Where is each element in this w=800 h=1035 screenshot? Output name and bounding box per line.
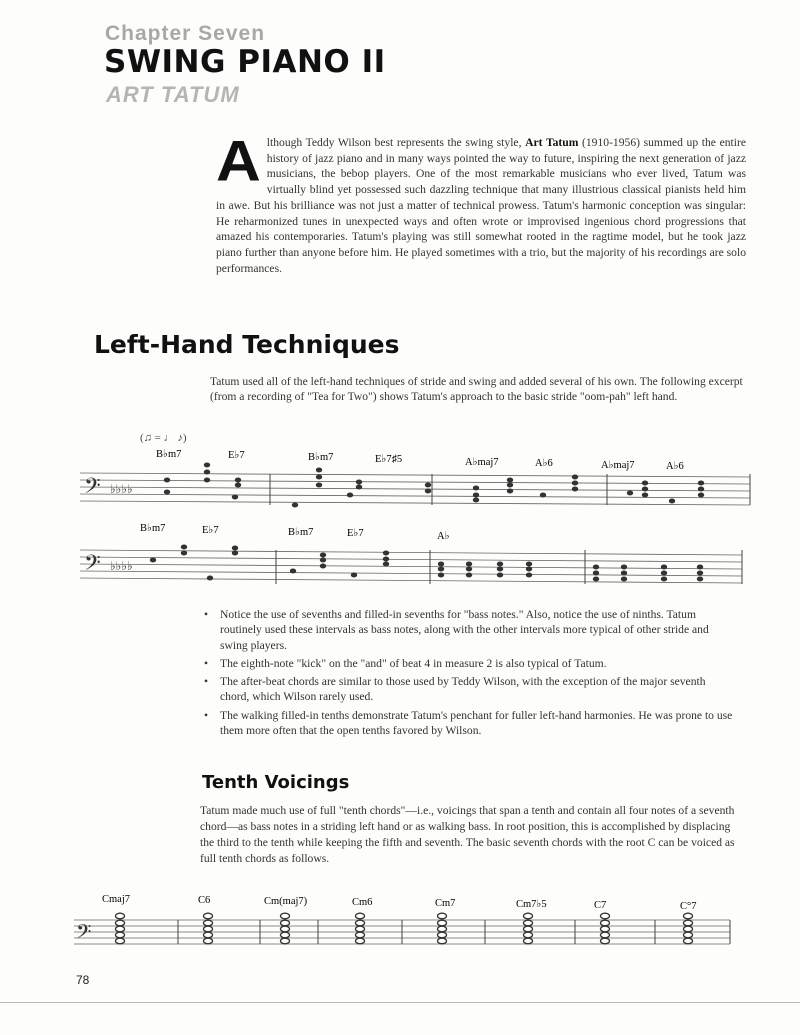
whole-note <box>116 932 125 938</box>
staff-line <box>80 578 742 583</box>
note-head <box>661 565 667 570</box>
intro-paragraph <box>216 129 746 276</box>
whole-note <box>601 932 610 938</box>
note-head <box>347 493 353 498</box>
whole-note <box>356 926 365 932</box>
chord-symbol: Cm7 <box>435 898 456 909</box>
note-head <box>697 565 703 570</box>
note-head <box>351 573 357 578</box>
note-head <box>292 503 298 508</box>
note-head <box>540 493 546 498</box>
whole-note <box>356 938 365 944</box>
note-head <box>507 483 513 488</box>
note-head <box>232 551 238 556</box>
music-example-stride <box>70 425 760 605</box>
chord-symbol: C°7 <box>680 901 697 912</box>
note-head <box>466 562 472 567</box>
whole-note <box>524 913 533 919</box>
staff-line <box>80 473 750 477</box>
staff-line <box>80 571 742 576</box>
note-head <box>320 564 326 569</box>
whole-note <box>281 932 290 938</box>
intro-text-a: lthough Teddy Wilson best represents the swing style, <box>266 136 526 149</box>
section-heading-tenth-voicings: Tenth Voicings <box>202 772 350 793</box>
note-head <box>642 481 648 486</box>
note-head <box>290 569 296 574</box>
whole-note <box>438 938 447 944</box>
staff-line <box>80 487 750 491</box>
note-head <box>572 487 578 492</box>
note-head <box>507 489 513 494</box>
chapter-label: Chapter Seven <box>105 22 266 45</box>
chapter-title: SWING PIANO II <box>104 44 386 80</box>
staff-line <box>80 501 750 505</box>
note-head <box>320 553 326 558</box>
intro-text-b: (1910-1956) summed up the entire history of jazz piano and in many ways pointed the way to future, inspiring the next generation of jazz musicians, the bebop players. One of the most remarkable musicians who ever lived, Tatum was virtually blind yet possessed such dazzling technique that many illustrious classical pianists held him in awe. But his brilliance was not just a matter of technical prowess. Tatum's harmonic conception was singular: He reharmonized tunes in unexpected ways and often wrote or improvised ingenious chord progressions that amazed his contemporaries. Tatum's playing was still somewhat rooted in the ragtime model, but he took jazz piano further than anyone before him. He played sometimes with a trio, but the majority of his recordings are solo performances. <box>216 136 746 275</box>
whole-note <box>356 913 365 919</box>
note-head <box>356 485 362 490</box>
drop-cap: A <box>216 129 261 194</box>
whole-note <box>281 938 290 944</box>
whole-note <box>204 920 213 926</box>
note-head <box>438 567 444 572</box>
bass-clef: 𝄢 <box>84 474 101 503</box>
chord-symbol: C6 <box>198 895 211 906</box>
note-head <box>572 481 578 486</box>
whole-note <box>281 920 290 926</box>
note-head <box>698 487 704 492</box>
chord-symbol: B♭m7 <box>156 449 182 460</box>
list-item: • Notice the use of sevenths and filled-in sevenths for "bass notes." Also, notice the use of ninths. Tatum routinely used these intervals as bass notes, along with the other intervals more typical of other stride and swing players. <box>202 607 737 653</box>
note-head <box>150 558 156 563</box>
note-head <box>204 478 210 483</box>
whole-note <box>116 920 125 926</box>
intro-name: Art Tatum <box>525 136 579 149</box>
chord-symbol: B♭m7 <box>308 452 334 463</box>
whole-note <box>281 926 290 932</box>
whole-note <box>524 920 533 926</box>
bullet-list <box>202 607 737 741</box>
chord-symbol: Cmaj7 <box>102 894 130 905</box>
list-item: • The walking filled-in tenths demonstrate Tatum's penchant for fuller left-hand harmonies. He was prone to use them more often that the open tenths favored by Wilson. <box>202 708 737 739</box>
note-head <box>621 565 627 570</box>
whole-note <box>601 938 610 944</box>
whole-note <box>116 913 125 919</box>
whole-note <box>684 938 693 944</box>
note-head <box>164 478 170 483</box>
note-head <box>316 475 322 480</box>
whole-note <box>204 926 213 932</box>
note-head <box>383 557 389 562</box>
staff-line <box>80 480 750 484</box>
chord-symbol: Cm(maj7) <box>264 896 308 907</box>
whole-note <box>438 926 447 932</box>
tenth-voicings-paragraph: Tatum made much use of full "tenth chords"—i.e., voicings that span a tenth and contain all four notes of a seventh chord—as bass notes in a striding left hand or as walking bass. In root position, this is accomplished by displacing the third to the tenth while keeping the fifth and seventh. The basic seventh chords with the root C can be voiced as full tenth chords as follows. <box>200 804 735 865</box>
staff-system-tenths <box>74 913 730 948</box>
whole-note <box>438 932 447 938</box>
whole-note <box>684 926 693 932</box>
whole-note <box>356 920 365 926</box>
note-head <box>497 567 503 572</box>
note-head <box>572 475 578 480</box>
note-head <box>473 498 479 503</box>
note-head <box>438 562 444 567</box>
note-head <box>526 562 532 567</box>
note-head <box>698 493 704 498</box>
key-signature: ♭♭♭♭ <box>110 482 133 496</box>
note-head <box>438 573 444 578</box>
chord-symbol: A♭ <box>437 531 450 542</box>
chord-symbol: Cm6 <box>352 897 373 908</box>
note-head <box>621 577 627 582</box>
whole-note <box>204 913 213 919</box>
note-head <box>661 577 667 582</box>
note-head <box>593 577 599 582</box>
section-heading-left-hand: Left-Hand Techniques <box>94 330 400 359</box>
staff-line <box>80 564 742 569</box>
key-signature: ♭♭♭♭ <box>110 559 133 573</box>
note-head <box>425 489 431 494</box>
whole-note <box>524 938 533 944</box>
chord-symbol: A♭6 <box>666 461 684 472</box>
list-item: • The after-beat chords are similar to those used by Teddy Wilson, with the exception of the major seventh chord, which Wilson rarely used. <box>202 674 737 705</box>
whole-note <box>684 932 693 938</box>
note-head <box>593 565 599 570</box>
chord-symbol: E♭7 <box>347 528 364 539</box>
whole-note <box>601 926 610 932</box>
note-head <box>235 478 241 483</box>
whole-note <box>356 932 365 938</box>
note-head <box>320 558 326 563</box>
whole-note <box>684 920 693 926</box>
chapter-subtitle: ART TATUM <box>106 82 240 107</box>
staff-line <box>80 557 742 562</box>
note-head <box>697 571 703 576</box>
note-head <box>383 551 389 556</box>
note-head <box>207 576 213 581</box>
staff-line <box>80 494 750 498</box>
note-head <box>473 486 479 491</box>
note-head <box>473 493 479 498</box>
whole-note <box>116 938 125 944</box>
whole-note <box>438 913 447 919</box>
whole-note <box>684 913 693 919</box>
note-head <box>497 562 503 567</box>
chord-symbol: E♭7 <box>202 525 219 536</box>
whole-note <box>204 932 213 938</box>
note-head <box>204 470 210 475</box>
bass-clef: 𝄢 <box>76 922 92 948</box>
note-head <box>621 571 627 576</box>
chord-symbol: Cm7♭5 <box>516 899 547 910</box>
note-head <box>642 487 648 492</box>
note-head <box>669 499 675 504</box>
staff-system-1 <box>80 463 750 508</box>
note-head <box>232 546 238 551</box>
note-head <box>316 483 322 488</box>
staff-system-2 <box>80 545 742 585</box>
whole-note <box>524 926 533 932</box>
note-head <box>698 481 704 486</box>
chord-symbol: E♭7 <box>228 450 245 461</box>
chord-symbol: C7 <box>594 900 607 911</box>
note-head <box>235 483 241 488</box>
note-head <box>466 573 472 578</box>
note-head <box>316 468 322 473</box>
bottom-rule <box>0 1002 800 1003</box>
note-head <box>497 573 503 578</box>
note-head <box>526 567 532 572</box>
page-number: 78 <box>76 973 90 987</box>
chord-symbol: E♭7♯5 <box>375 454 403 465</box>
bass-clef: 𝄢 <box>84 551 101 580</box>
list-item: • The eighth-note "kick" on the "and" of beat 4 in measure 2 is also typical of Tatum. <box>202 656 737 671</box>
chord-symbol: B♭m7 <box>288 527 314 538</box>
note-head <box>232 495 238 500</box>
left-hand-paragraph: Tatum used all of the left-hand techniques of stride and swing and added several of his own. The following excerpt (from a recording of "Tea for Two") shows Tatum's approach to the basic stride "oom-pah" left hand. <box>210 375 743 404</box>
note-head <box>661 571 667 576</box>
note-head <box>383 562 389 567</box>
note-head <box>593 571 599 576</box>
whole-note <box>438 920 447 926</box>
music-example-tenth-chords <box>70 888 740 958</box>
whole-note <box>601 913 610 919</box>
whole-note <box>601 920 610 926</box>
note-head <box>507 478 513 483</box>
whole-note <box>204 938 213 944</box>
note-head <box>181 545 187 550</box>
note-head <box>526 573 532 578</box>
chord-symbol: A♭maj7 <box>465 457 499 468</box>
note-head <box>356 480 362 485</box>
whole-note <box>524 932 533 938</box>
chord-symbol: A♭maj7 <box>601 460 635 471</box>
staff-line <box>80 550 742 555</box>
note-head <box>466 567 472 572</box>
chord-symbol: A♭6 <box>535 458 553 469</box>
swing-marking: (♫ = ♩ ♪) <box>140 432 187 444</box>
whole-note <box>116 926 125 932</box>
note-head <box>425 483 431 488</box>
note-head <box>204 463 210 468</box>
note-head <box>181 551 187 556</box>
note-head <box>642 493 648 498</box>
note-head <box>164 490 170 495</box>
chord-symbol: B♭m7 <box>140 523 166 534</box>
note-head <box>697 577 703 582</box>
whole-note <box>281 913 290 919</box>
note-head <box>627 491 633 496</box>
